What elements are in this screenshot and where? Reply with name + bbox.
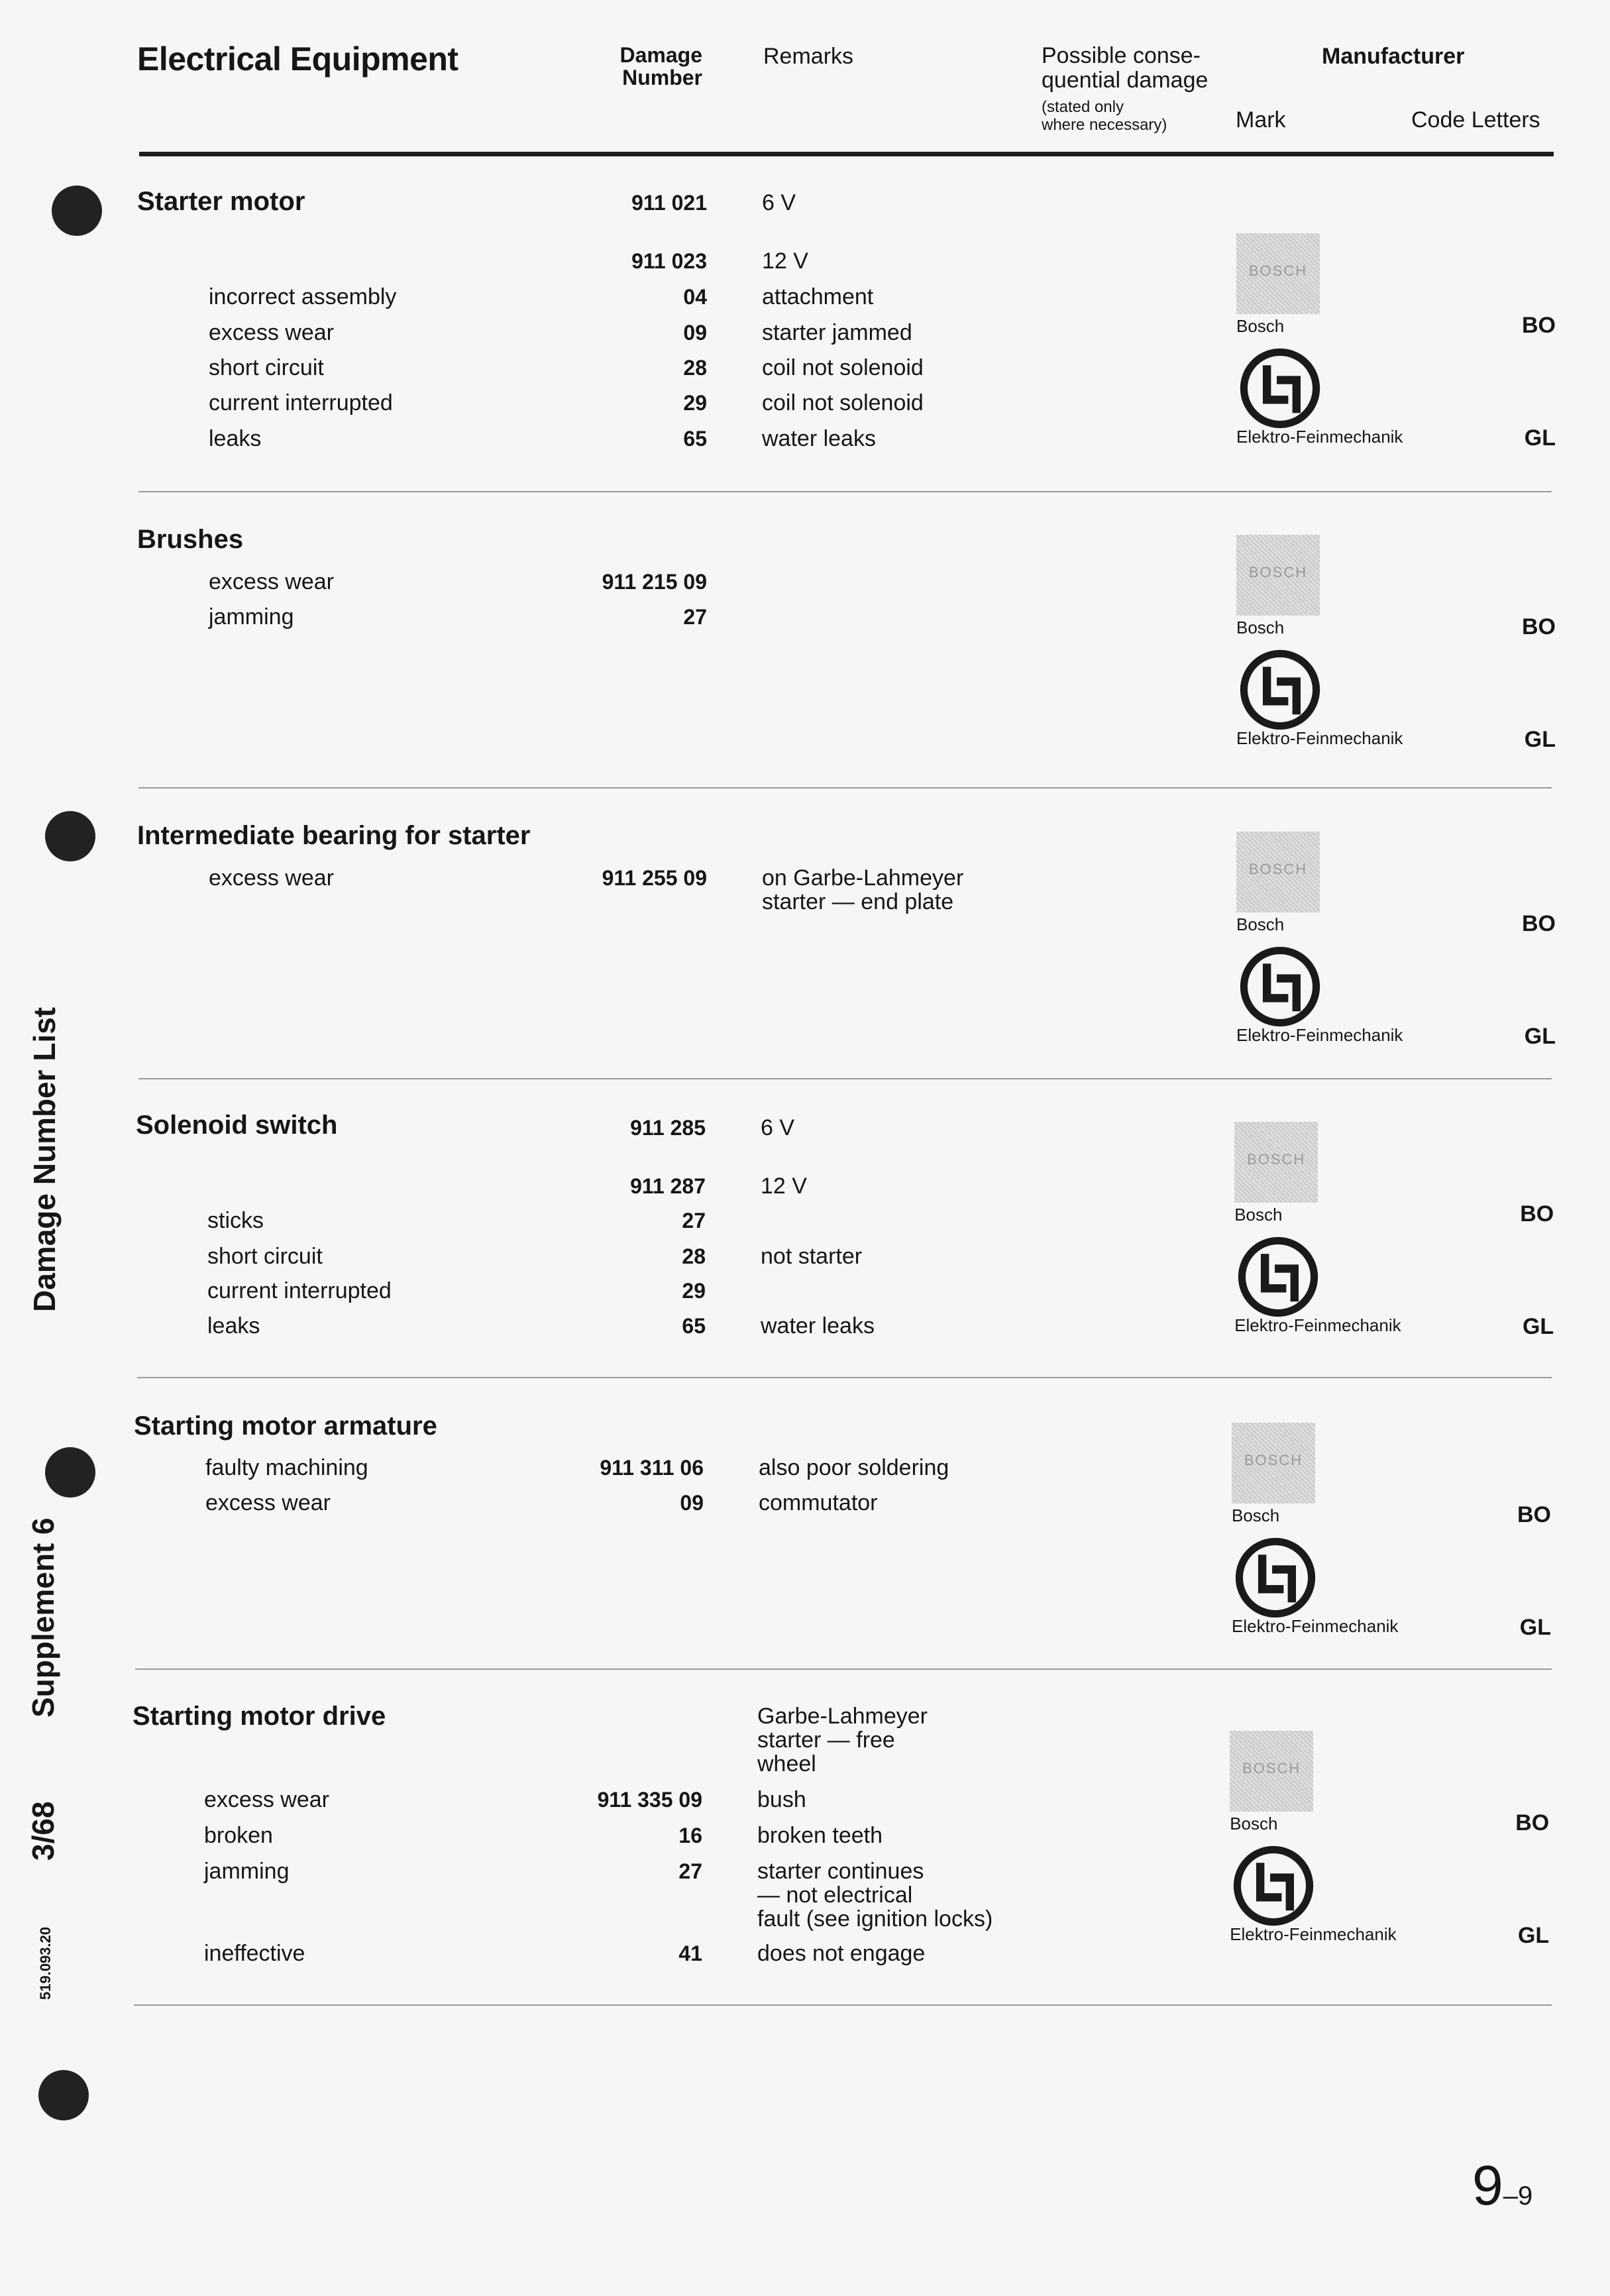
damage-number: 09 <box>680 1491 704 1515</box>
section-title: Starting motor armature <box>134 1411 437 1441</box>
damage-number: 65 <box>682 1314 706 1338</box>
damage-number: 16 <box>678 1824 702 1847</box>
fault-description: excess wear <box>204 1787 329 1812</box>
remark-line: Garbe-Lahmeyer <box>757 1704 928 1729</box>
damage-number: 911 021 <box>631 191 707 215</box>
binder-hole <box>45 811 95 861</box>
lg-code: GL <box>1519 1615 1551 1640</box>
fault-description: faulty machining <box>205 1455 368 1480</box>
damage-number: 04 <box>683 285 707 309</box>
bosch-logo-text: BOSCH <box>1242 1760 1301 1777</box>
remark <box>759 1456 949 1480</box>
page-number <box>1472 2154 1532 2218</box>
fault-description: sticks <box>207 1208 264 1233</box>
damage-number: 911 255 09 <box>602 866 707 890</box>
column-header-damage-number <box>600 44 702 89</box>
bosch-label: Bosch <box>1236 316 1285 336</box>
remark-line: 6 V <box>761 1115 795 1140</box>
bosch-label: Bosch <box>1230 1814 1278 1833</box>
lg-logo-icon <box>1239 946 1321 1028</box>
stated-note-line-2: where necessary) <box>1042 116 1167 134</box>
remark <box>757 1704 928 1776</box>
sidebar-doc-number: 519.093.20 <box>37 1926 54 2000</box>
remark <box>757 1788 806 1812</box>
section-separator <box>138 787 1552 789</box>
bosch-label: Bosch <box>1236 618 1285 637</box>
fault-description: leaks <box>207 1313 260 1339</box>
remark <box>762 191 796 215</box>
page-number-sub: –9 <box>1503 2181 1533 2211</box>
fault-description: short circuit <box>207 1244 323 1269</box>
section-separator <box>138 1078 1552 1079</box>
remark-line: coil not solenoid <box>762 390 924 415</box>
remark-line: fault (see ignition locks) <box>757 1906 993 1932</box>
fault-description: jamming <box>209 604 294 629</box>
remark <box>757 1941 925 1965</box>
bosch-logo-icon <box>1236 832 1320 912</box>
damage-number: 09 <box>683 321 707 345</box>
lg-logo-icon <box>1234 1537 1316 1619</box>
section-title: Intermediate bearing for starter <box>137 821 531 850</box>
remark-line: water leaks <box>761 1313 875 1339</box>
damage-number: 911 023 <box>631 249 707 273</box>
remark-line: also poor soldering <box>759 1455 949 1480</box>
remark <box>762 427 876 451</box>
section-title: Starting motor drive <box>133 1702 386 1731</box>
bosch-logo-text: BOSCH <box>1248 262 1308 279</box>
bosch-label: Bosch <box>1234 1205 1283 1225</box>
remark <box>759 1491 878 1515</box>
column-header-stated-note <box>1042 98 1167 134</box>
damage-number: 911 311 06 <box>600 1456 704 1480</box>
column-header-damage-line-2: Number <box>622 66 702 89</box>
fault-description: broken <box>204 1823 273 1848</box>
remark-line: broken teeth <box>757 1823 883 1848</box>
remark <box>762 866 963 914</box>
bosch-logo-icon <box>1234 1122 1318 1203</box>
lg-label: Elektro-Feinmechanik <box>1236 427 1403 447</box>
damage-number: 41 <box>678 1941 702 1965</box>
damage-number: 29 <box>683 391 707 415</box>
section-separator <box>138 491 1552 492</box>
lg-code: GL <box>1522 1314 1554 1339</box>
remark-line: water leaks <box>762 426 876 451</box>
section-separator <box>134 2004 1552 2006</box>
lg-logo-icon <box>1239 347 1321 429</box>
column-header-possible-damage <box>1042 44 1208 93</box>
stated-note-line-1: (stated only <box>1042 98 1124 116</box>
remark-line: starter — end plate <box>762 889 954 914</box>
bosch-logo-icon <box>1236 535 1320 616</box>
lg-logo-icon <box>1232 1845 1315 1927</box>
remark <box>761 1314 875 1338</box>
fault-description: current interrupted <box>209 390 393 415</box>
lg-logo-icon <box>1237 1236 1319 1318</box>
column-header-possible-line-2: quential damage <box>1042 68 1208 93</box>
fault-description: excess wear <box>209 569 334 594</box>
bosch-logo-icon <box>1236 233 1320 314</box>
remark-line: 6 V <box>762 190 796 215</box>
remark-line: — not electrical <box>757 1883 913 1908</box>
column-header-mark: Mark <box>1236 107 1286 133</box>
damage-number: 29 <box>682 1279 706 1303</box>
column-header-possible-line-1: Possible conse- <box>1042 43 1201 68</box>
damage-number: 28 <box>683 356 707 380</box>
sidebar-list-title: Damage Number List <box>27 1007 62 1312</box>
page-number-main: 9 <box>1472 2154 1503 2216</box>
remark-line: attachment <box>762 284 874 309</box>
remark-line: starter jammed <box>762 320 912 345</box>
damage-number: 911 215 09 <box>602 570 707 594</box>
bosch-code: BO <box>1522 313 1556 338</box>
sidebar-date: 3/68 <box>26 1801 60 1861</box>
remark-line: does not engage <box>757 1941 926 1966</box>
lg-code: GL <box>1524 727 1556 752</box>
damage-number: 27 <box>682 1209 706 1232</box>
lg-label: Elektro-Feinmechanik <box>1236 728 1403 748</box>
remark <box>762 321 912 345</box>
remark <box>761 1244 862 1268</box>
bosch-label: Bosch <box>1232 1505 1280 1525</box>
remark <box>761 1116 794 1140</box>
remark-line: commutator <box>759 1490 878 1515</box>
lg-label: Elektro-Feinmechanik <box>1234 1315 1401 1335</box>
binder-hole <box>38 2070 89 2120</box>
page-title: Electrical Equipment <box>137 40 458 78</box>
remark-line: wheel <box>757 1751 816 1777</box>
bosch-code: BO <box>1522 911 1556 936</box>
remark <box>761 1174 807 1198</box>
bosch-logo-text: BOSCH <box>1248 861 1308 877</box>
column-header-manufacturer: Manufacturer <box>1322 44 1465 69</box>
damage-number: 65 <box>683 427 707 451</box>
lg-code: GL <box>1517 1923 1550 1948</box>
column-header-damage-line-1: Damage <box>619 43 702 67</box>
remark <box>757 1824 883 1847</box>
bosch-logo-text: BOSCH <box>1247 1151 1306 1168</box>
column-header-code-letters: Code Letters <box>1411 107 1540 133</box>
remark <box>762 356 924 380</box>
section-title: Brushes <box>137 525 244 554</box>
damage-number: 911 287 <box>630 1174 706 1198</box>
remark <box>762 285 873 309</box>
binder-hole <box>52 186 102 236</box>
section-title: Starter motor <box>137 187 305 216</box>
bosch-code: BO <box>1515 1810 1550 1835</box>
lg-label: Elektro-Feinmechanik <box>1230 1924 1397 1944</box>
remark <box>757 1859 993 1931</box>
remark-line: 12 V <box>761 1174 807 1199</box>
remark-line: bush <box>757 1787 806 1812</box>
bosch-code: BO <box>1520 1201 1554 1227</box>
lg-label: Elektro-Feinmechanik <box>1236 1025 1403 1045</box>
section-separator <box>137 1377 1552 1378</box>
binder-hole <box>45 1447 95 1498</box>
damage-number: 27 <box>683 605 707 629</box>
fault-description: incorrect assembly <box>209 284 397 309</box>
bosch-code: BO <box>1517 1502 1551 1527</box>
fault-description: current interrupted <box>207 1278 392 1303</box>
section-title: Solenoid switch <box>136 1111 338 1140</box>
remark-line: starter continues <box>757 1859 924 1884</box>
header-rule <box>139 152 1554 156</box>
section-separator <box>135 1668 1552 1670</box>
remark-line: coil not solenoid <box>762 355 924 380</box>
fault-description: leaks <box>209 426 262 451</box>
lg-logo-icon <box>1239 649 1321 731</box>
remark <box>762 249 808 273</box>
bosch-logo-icon <box>1230 1731 1313 1812</box>
lg-code: GL <box>1524 425 1556 451</box>
column-header-remarks: Remarks <box>763 44 854 69</box>
lg-code: GL <box>1524 1024 1556 1049</box>
fault-description: excess wear <box>205 1490 331 1515</box>
damage-number: 911 285 <box>630 1116 706 1140</box>
remark-line: not starter <box>761 1244 863 1269</box>
remark-line: on Garbe-Lahmeyer <box>762 865 964 891</box>
bosch-code: BO <box>1522 614 1556 639</box>
sidebar-supplement: Supplement 6 <box>26 1517 60 1718</box>
damage-number: 27 <box>678 1859 702 1883</box>
fault-description: ineffective <box>204 1941 305 1966</box>
fault-description: jamming <box>204 1859 290 1884</box>
damage-number: 28 <box>682 1244 706 1268</box>
bosch-label: Bosch <box>1236 914 1285 934</box>
lg-label: Elektro-Feinmechanik <box>1232 1616 1399 1636</box>
damage-number: 911 335 09 <box>597 1788 702 1812</box>
fault-description: excess wear <box>209 865 334 891</box>
remark <box>762 391 924 415</box>
bosch-logo-text: BOSCH <box>1248 564 1308 580</box>
fault-description: short circuit <box>209 355 324 380</box>
bosch-logo-text: BOSCH <box>1244 1452 1303 1468</box>
remark-line: 12 V <box>762 248 808 274</box>
remark-line: starter — free <box>757 1727 895 1753</box>
bosch-logo-icon <box>1232 1423 1315 1503</box>
fault-description: excess wear <box>209 320 334 345</box>
